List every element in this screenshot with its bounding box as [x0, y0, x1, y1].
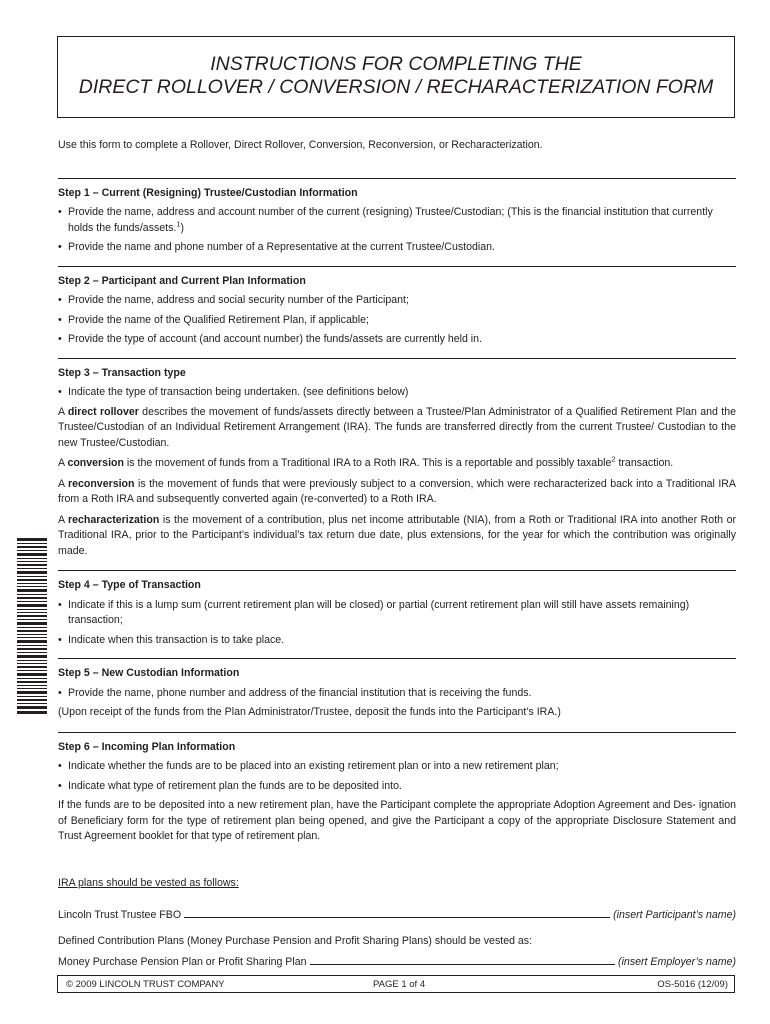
employer-vesting-row	[58, 954, 736, 971]
step-4-title: Step 4 – Type of Transaction	[58, 579, 201, 591]
step-2-bullet-3: • Provide the type of account (and account number) the funds/assets are currently held in.	[58, 332, 736, 348]
step-6-bullet-1: • Indicate whether the funds are to be placed into an existing retirement plan or into a new retirement plan;	[58, 759, 736, 775]
employer-name-hint: (insert Employer’s name)	[618, 956, 736, 968]
step-2-bullet-2: • Provide the name of the Qualified Retirement Plan, if applicable;	[58, 313, 736, 329]
step-1-section	[58, 179, 736, 266]
participant-vesting-label: Lincoln Trust Trustee FBO	[58, 909, 182, 921]
step-6-bullet-2: • Indicate what type of retirement plan the funds are to be deposited into.	[58, 779, 736, 795]
step-4-section	[58, 571, 736, 658]
step-6-title: Step 6 – Incoming Plan Information	[58, 740, 236, 753]
recharacterization-definition: A recharacterization is the movement of a contribution, plus net income attributable (NIA), from a Roth or Traditional IRA into another Roth or Traditional IRA, prior to the Participant’s individual’s tax return due date, plus extensions, for the year for which the contribution was originally made.	[58, 513, 736, 557]
step-2-section	[58, 267, 736, 358]
conversion-definition: A conversion is the movement of funds from a Traditional IRA to a Roth IRA. This is a reportable and possibly taxable$^2$ transaction.	[58, 454, 674, 469]
step-1-bullet-1: • Provide the name, address and account number of the current (resigning) Trustee/Custodian; (This is the financial institution that currently holds the funds/assets.$^1$)	[58, 205, 736, 236]
step-5-note: (Upon receipt of the funds from the Plan Administrator/Trustee, deposit the funds into the Participant’s IRA.)	[58, 706, 561, 718]
step-2-title: Step 2 – Participant and Current Plan Information	[58, 274, 306, 287]
step-5-bullet-1: • Provide the name, phone number and address of the financial institution that is receiving the funds.	[58, 686, 736, 702]
participant-vesting-row	[58, 907, 736, 924]
step-1-bullet-2: • Provide the name and phone number of a Representative at the current Trustee/Custodian.	[58, 240, 736, 256]
title-box	[57, 36, 735, 118]
footer-page-number: PAGE 1 of 4	[373, 979, 426, 990]
page-footer	[57, 975, 735, 993]
step-6-section	[58, 733, 736, 856]
step-3-bullet-1: • Indicate the type of transaction being undertaken. (see definitions below)	[58, 385, 736, 401]
instructions-content	[58, 138, 736, 981]
step-1-title: Step 1 – Current (Resigning) Trustee/Custodian Information	[58, 186, 358, 199]
title-line-1: INSTRUCTIONS FOR COMPLETING THE	[210, 53, 582, 75]
step-6-paragraph: If the funds are to be deposited into a new retirement plan, have the Participant complete the appropriate Adoption Agreement and Des- ignation of Beneficiary form for the type of retirement plan being opened, and give the Participant a copy of the appropriate Disclosure Statement and Trust Agreement booklet for that type of retirement plan.	[58, 799, 736, 842]
participant-name-blank[interactable]	[184, 907, 610, 918]
step-2-bullet-1: • Provide the name, address and social security number of the Participant;	[58, 293, 736, 309]
step-4-bullet-1: • Indicate if this is a lump sum (current retirement plan will be closed) or partial (current retirement plan will still have assets remaining) transaction;	[58, 598, 736, 629]
step-5-title: Step 5 – New Custodian Information	[58, 667, 240, 679]
vesting-heading: IRA plans should be vested as follows:	[58, 876, 239, 889]
direct-rollover-definition: A direct rollover describes the movement of funds/assets directly between a Trustee/Plan Administrator of a Qualified Retirement Plan and the Trustee/Custodian of an Individual Retirement Arrangement (IRA). The funds are transferred directly from the current Trustee/ Custodian to the new Trustee/Custodian.	[58, 405, 736, 449]
footer-form-number: OS-5016 (12/09)	[657, 979, 728, 990]
reconversion-definition: A reconversion is the movement of funds that were previously subject to a conversion, which were recharacterized back into a Traditional IRA from a Roth IRA and subsequently converted again (re-converted) to a Roth IRA.	[58, 477, 736, 505]
employer-name-blank[interactable]	[310, 954, 616, 965]
step-5-section	[58, 659, 736, 732]
defined-contribution-text: Defined Contribution Plans (Money Purchase Pension and Profit Sharing Plans) should be vested as:	[58, 934, 533, 947]
intro-text: Use this form to complete a Rollover, Direct Rollover, Conversion, Reconversion, or Recharacterization.	[58, 139, 543, 151]
step-3-title: Step 3 – Transaction type	[58, 366, 186, 379]
step-4-bullet-2: • Indicate when this transaction is to take place.	[58, 633, 736, 649]
step-3-section	[58, 359, 736, 571]
footer-copyright: © 2009 LINCOLN TRUST COMPANY	[66, 979, 225, 990]
participant-name-hint: (insert Participant’s name)	[613, 909, 736, 921]
employer-vesting-label: Money Purchase Pension Plan or Profit Sharing Plan	[58, 956, 307, 968]
barcode-icon	[17, 538, 47, 714]
title-line-2: DIRECT ROLLOVER / CONVERSION / RECHARACTERIZATION FORM	[78, 76, 714, 98]
